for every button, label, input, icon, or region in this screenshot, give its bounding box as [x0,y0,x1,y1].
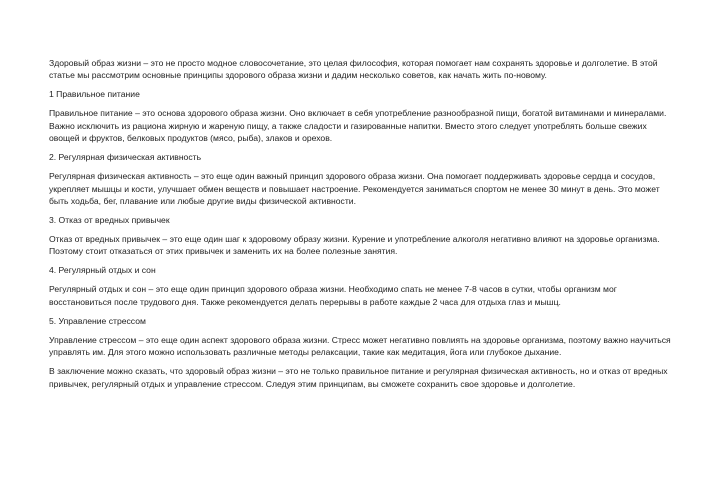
section-body-physical-activity: Регулярная физическая активность – это еще один важный принцип здорового образа жизни. Она помогает поддерживать здоровье сердца и сосудов, укрепляет мышцы и кости, улучшает обмен веществ и повышает настроение. Рекомендуется заниматься спортом не менее 30 минут в день. Это может быть ходьба, бег, плавание или любые другие виды физической активности. [49,171,660,207]
document-page [49,57,675,397]
section-heading-rest-sleep: 4. Регулярный отдых и сон [49,265,156,276]
section-heading-stress: 5. Управление стрессом [49,315,146,326]
conclusion-paragraph: В заключение можно сказать, что здоровый образ жизни – это не только правильное питание и регулярная физическая активность, но и отказ от вредных привычек, регулярный отдых и управление стрессом. Следуя этим принципам, вы сможете сохранить свое здоровье и долголетие. [49,366,668,389]
section-body-stress: Управление стрессом – это еще один аспект здорового образа жизни. Стресс может негативно повлиять на здоровье организма, поэтому важно научиться управлять им. Для этого можно использовать различные методы релаксации, такие как медитация, йога или глубокое дыхание. [49,334,671,358]
section-heading-bad-habits: 3. Отказ от вредных привычек [49,215,170,226]
section-heading-physical-activity: 2. Регулярная физическая активность [49,152,202,163]
section-body-nutrition: Правильное питание – это основа здорового образа жизни. Оно включает в себя употребление разнообразной пищи, богатой витаминами и минералами. Важно исключить из рациона жирную и жареную пищу, а также сладости и газированные напитки. Вместо этого следует употреблять больше свежих овощей и фруктов, белковых продуктов (мясо, рыба), злаков и орехов. [49,108,667,144]
section-body-bad-habits: Отказ от вредных привычек – это еще один шаг к здоровому образу жизни. Курение и употребление алкоголя негативно влияют на здоровье организма. Поэтому стоит отказаться от этих привычек и заменить их на более полезные занятия. [49,234,660,257]
intro-paragraph: Здоровый образ жизни – это не просто модное словосочетание, это целая философия, которая помогает нам сохранять здоровье и долголетие. В этой статье мы рассмотрим основные принципы здорового образа жизни и дадим несколько советов, как начать жить по-новому. [49,58,658,81]
section-body-rest-sleep: Регулярный отдых и сон – это еще один принцип здорового образа жизни. Необходимо спать не менее 7-8 часов в сутки, чтобы организм мог восстановиться после трудового дня. Также рекомендуется делать перерывы в работе каждые 2 часа для отдыха глаз и мышц. [49,284,617,307]
section-heading-nutrition: 1 Правильное питание [49,89,140,100]
